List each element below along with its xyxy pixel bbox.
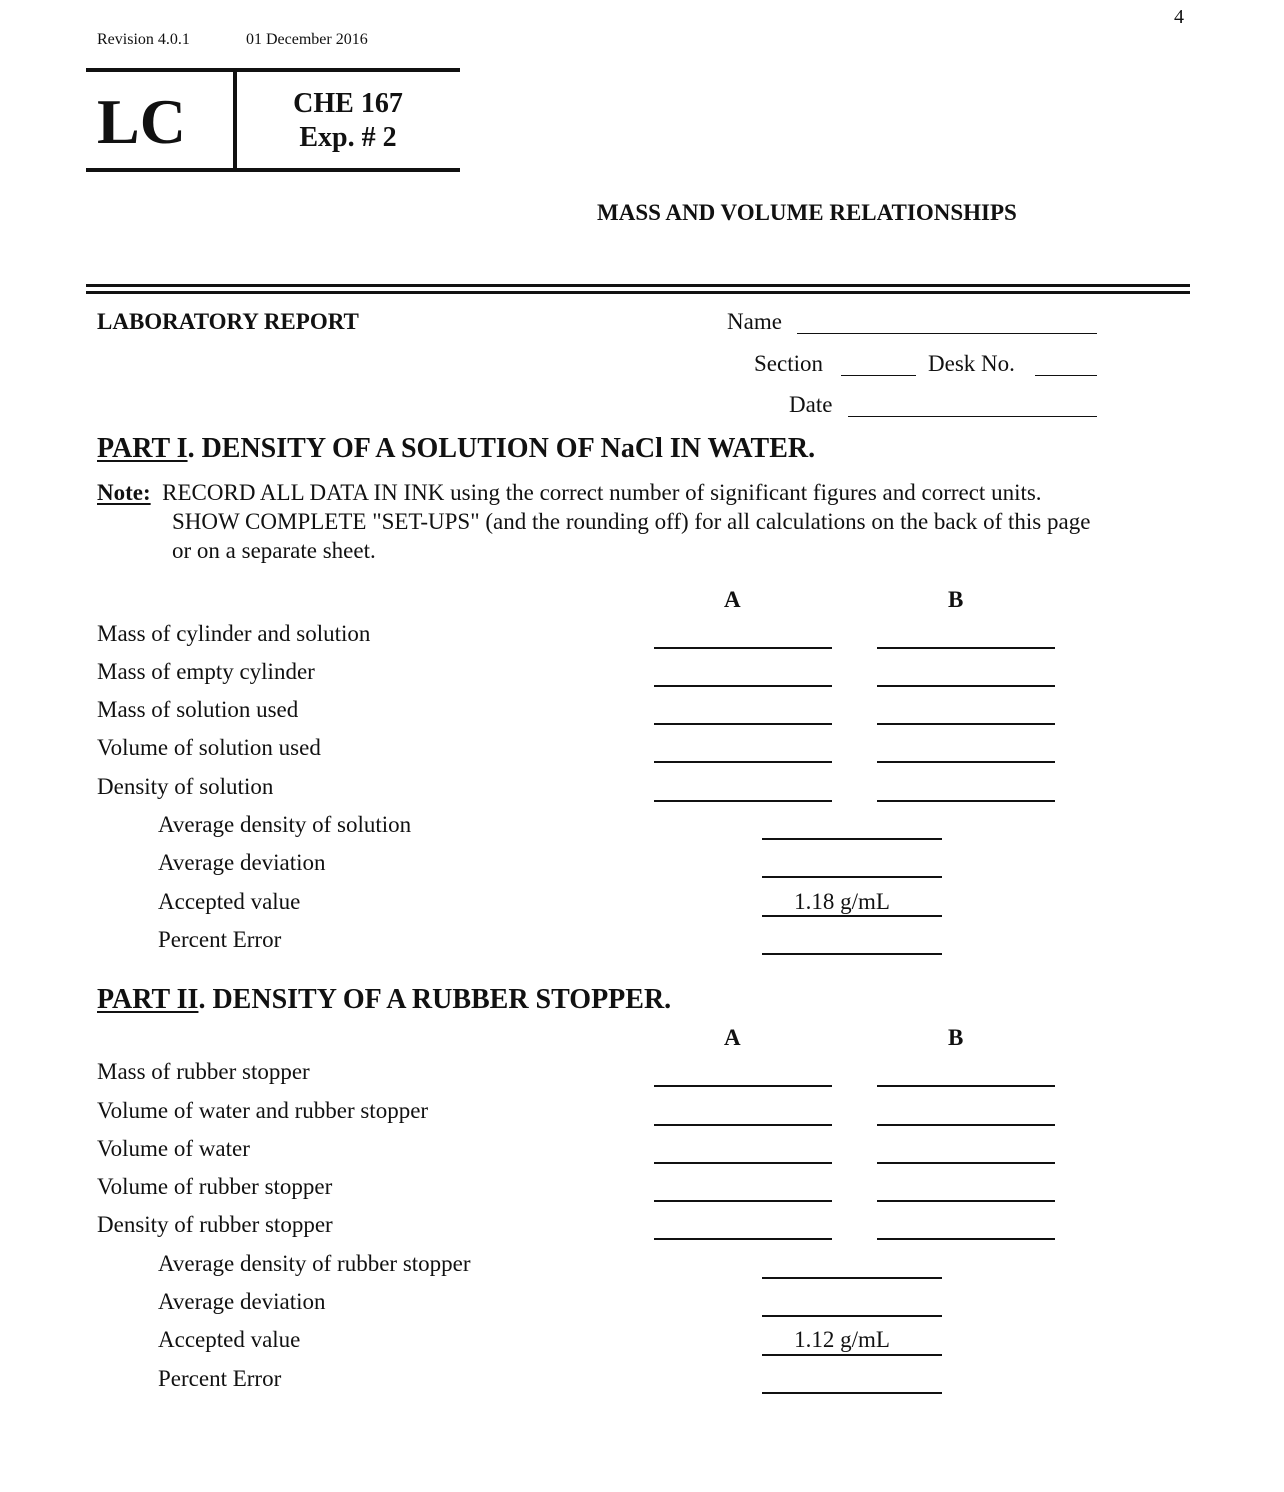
part1-label: PART I [97, 433, 188, 464]
p2-field-a[interactable] [654, 1162, 832, 1164]
revision-label: Revision 4.0.1 [97, 31, 190, 48]
note-label: Note: [97, 480, 151, 505]
p2-field-b[interactable] [877, 1200, 1055, 1202]
logo: LC [97, 86, 186, 157]
p1-field-a[interactable] [654, 723, 832, 725]
part2-col-a: A [724, 1025, 741, 1050]
note-line-3: or on a separate sheet. [172, 538, 376, 563]
p2-field-a[interactable] [654, 1238, 832, 1240]
p2-average-deviation-field[interactable] [762, 1315, 942, 1317]
part1-col-b: B [948, 587, 964, 612]
p1-field-a[interactable] [654, 800, 832, 802]
p2-row-label: Volume of water and rubber stopper [97, 1098, 429, 1123]
experiment-number: Exp. # 2 [299, 122, 397, 153]
p2-field-b[interactable] [877, 1238, 1055, 1240]
date-field[interactable] [848, 416, 1097, 417]
part2-heading [97, 984, 671, 1016]
p1-row-label: Mass of empty cylinder [97, 659, 315, 684]
revision-date: 01 December 2016 [246, 31, 368, 48]
p1-row-label: Volume of solution used [97, 735, 321, 760]
header-divider [233, 72, 237, 168]
p1-field-b[interactable] [877, 761, 1055, 763]
part2-col-b: B [948, 1025, 964, 1050]
p2-accepted-value: 1.12 g/mL [794, 1327, 890, 1352]
p1-summary-label: Average density of solution [158, 812, 412, 837]
note-line-1 [97, 480, 1042, 506]
course-code: CHE 167 [293, 88, 403, 119]
date-label: Date [789, 392, 833, 417]
note-line-2: SHOW COMPLETE "SET-UPS" (and the rounding off) for all calculations on the back of this page [172, 509, 1091, 534]
p1-summary-label: Average deviation [158, 850, 326, 875]
desk-label: Desk No. [928, 351, 1015, 376]
page-number: 4 [1174, 6, 1184, 28]
p1-field-b[interactable] [877, 800, 1055, 802]
p1-field-a[interactable] [654, 685, 832, 687]
p1-accepted-value: 1.18 g/mL [794, 889, 890, 914]
p1-accepted-value-line [762, 915, 942, 917]
report-label: LABORATORY REPORT [97, 309, 359, 334]
p1-summary-label: Accepted value [158, 889, 301, 914]
desk-field[interactable] [1035, 375, 1097, 376]
p2-percent-error-field[interactable] [762, 1392, 942, 1394]
part1-heading [97, 433, 815, 465]
p1-row-label: Density of solution [97, 774, 274, 799]
p2-row-label: Volume of rubber stopper [97, 1174, 333, 1199]
part2-title: . DENSITY OF A RUBBER STOPPER. [198, 984, 672, 1015]
section-field[interactable] [841, 375, 916, 376]
part1-title: . DENSITY OF A SOLUTION OF NaCl IN WATER. [187, 433, 816, 464]
p1-field-a[interactable] [654, 761, 832, 763]
p1-average-deviation-field[interactable] [762, 876, 942, 878]
p2-summary-label: Average deviation [158, 1289, 326, 1314]
header-top-rule [86, 68, 460, 72]
name-field[interactable] [797, 333, 1097, 334]
p2-summary-label: Average density of rubber stopper [158, 1251, 471, 1276]
p2-accepted-value-line [762, 1354, 942, 1356]
p2-field-a[interactable] [654, 1200, 832, 1202]
name-label: Name [727, 309, 782, 334]
p1-summary-label: Percent Error [158, 927, 282, 952]
p2-field-b[interactable] [877, 1124, 1055, 1126]
p1-percent-error-field[interactable] [762, 953, 942, 955]
p2-field-a[interactable] [654, 1124, 832, 1126]
p1-row-label: Mass of solution used [97, 697, 299, 722]
p2-row-label: Volume of water [97, 1136, 250, 1161]
double-rule-bottom [86, 291, 1190, 294]
p2-field-b[interactable] [877, 1085, 1055, 1087]
p2-summary-label: Accepted value [158, 1327, 301, 1352]
p2-row-label: Density of rubber stopper [97, 1212, 333, 1237]
note-text-1: RECORD ALL DATA IN INK using the correct number of significant figures and correct units. [162, 480, 1042, 505]
p2-field-a[interactable] [654, 1085, 832, 1087]
p2-row-label: Mass of rubber stopper [97, 1059, 310, 1084]
p1-field-b[interactable] [877, 647, 1055, 649]
section-label: Section [754, 351, 823, 376]
p1-field-b[interactable] [877, 723, 1055, 725]
p1-row-label: Mass of cylinder and solution [97, 621, 371, 646]
page-title: MASS AND VOLUME RELATIONSHIPS [597, 200, 1017, 225]
header-bottom-rule [86, 168, 460, 172]
p2-field-b[interactable] [877, 1162, 1055, 1164]
part2-label: PART II [97, 984, 199, 1015]
p2-summary-label: Percent Error [158, 1366, 282, 1391]
p2-average-density-field[interactable] [762, 1277, 942, 1279]
part1-col-a: A [724, 587, 741, 612]
double-rule-top [86, 284, 1190, 287]
p1-field-a[interactable] [654, 647, 832, 649]
p1-field-b[interactable] [877, 685, 1055, 687]
p1-average-density-field[interactable] [762, 838, 942, 840]
